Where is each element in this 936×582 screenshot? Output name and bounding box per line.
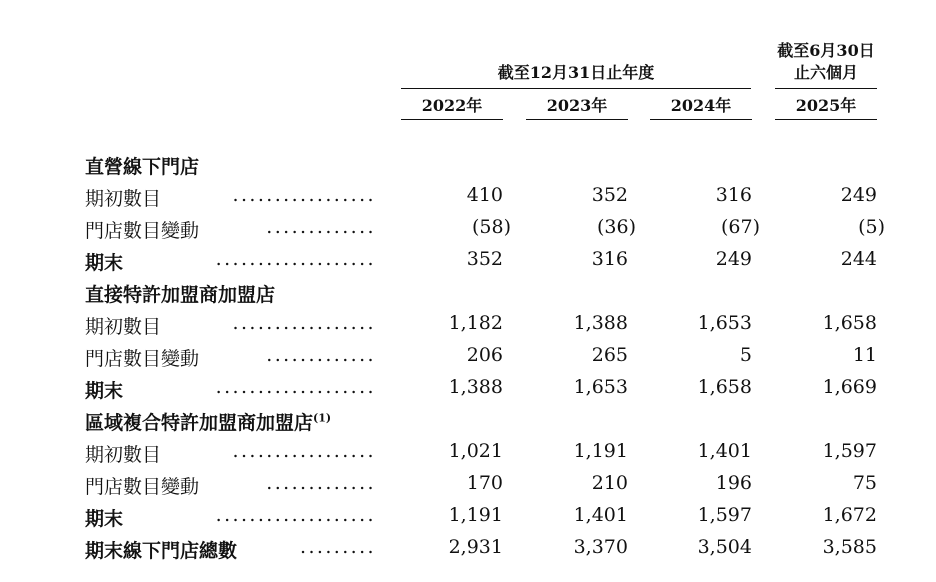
dot-leader: ...................	[215, 376, 376, 398]
section-title-text: 區域複合特許加盟商加盟店	[85, 412, 314, 434]
cell-value: 1,191	[573, 440, 628, 462]
cell-value: 75	[852, 472, 877, 494]
table-row	[0, 244, 936, 276]
section-heading	[0, 148, 936, 180]
six-month-header-rule	[775, 88, 877, 89]
section-title	[85, 280, 275, 307]
dot-leader: .................	[232, 440, 376, 462]
cell-value: (5)	[858, 216, 885, 238]
cell-value: 1,658	[697, 376, 752, 398]
year-rule-2025	[775, 119, 877, 120]
dot-leader: ...................	[215, 248, 376, 270]
row-label: 門店數目變動	[85, 476, 200, 498]
cell-value: 1,191	[448, 504, 503, 526]
six-month-header-line1: 截至6月30日	[777, 41, 875, 60]
six-month-header	[775, 40, 877, 84]
cell-value: 1,597	[822, 440, 877, 462]
table-row	[0, 372, 936, 404]
year-rule-2023	[526, 119, 628, 120]
cell-value: 249	[840, 184, 877, 206]
cell-value: 1,653	[697, 312, 752, 334]
cell-value: 196	[715, 472, 752, 494]
section-title-text: 直接特許加盟商加盟店	[85, 284, 276, 306]
cell-value: (36)	[596, 216, 636, 238]
dot-leader: .................	[232, 184, 376, 206]
row-label: 期末線下門店總數	[85, 540, 238, 562]
section-title-text: 直營線下門店	[85, 156, 200, 178]
section-title	[85, 152, 199, 179]
cell-value: 5	[739, 344, 752, 366]
cell-value: 206	[466, 344, 503, 366]
table-row	[0, 532, 936, 564]
cell-value: 410	[466, 184, 503, 206]
dot-leader: .................	[232, 312, 376, 334]
row-label: 期末	[85, 252, 124, 274]
cell-value: 1,653	[573, 376, 628, 398]
cell-value: 1,021	[448, 440, 503, 462]
row-label: 門店數目變動	[85, 348, 200, 370]
dot-leader: .............	[266, 216, 376, 238]
table-row	[0, 212, 936, 244]
dot-leader: .............	[266, 472, 376, 494]
cell-value: 316	[591, 248, 628, 270]
row-label: 門店數目變動	[85, 220, 200, 242]
section-heading	[0, 404, 936, 436]
year-header-2025: 2025年	[795, 96, 857, 115]
cell-value: 249	[715, 248, 752, 270]
table-row	[0, 340, 936, 372]
cell-value: 1,658	[822, 312, 877, 334]
six-month-header-line2: 止六個月	[793, 63, 858, 82]
group-header-rule	[401, 88, 751, 89]
year-rule-2024	[650, 119, 752, 120]
cell-value: 3,370	[573, 536, 628, 558]
section-title	[85, 408, 331, 435]
table-row	[0, 468, 936, 500]
cell-value: 2,931	[448, 536, 503, 558]
cell-value: 11	[852, 344, 877, 366]
cell-value: 316	[715, 184, 752, 206]
cell-value: 352	[466, 248, 503, 270]
cell-value: 1,388	[573, 312, 628, 334]
year-rule-2022	[401, 119, 503, 120]
table-row	[0, 308, 936, 340]
cell-value: 1,669	[822, 376, 877, 398]
table-row	[0, 180, 936, 212]
section-heading	[0, 276, 936, 308]
cell-value: 1,597	[697, 504, 752, 526]
cell-value: 352	[591, 184, 628, 206]
cell-value: 1,672	[822, 504, 877, 526]
dot-leader: ...................	[215, 504, 376, 526]
row-label: 期初數目	[85, 316, 162, 338]
table-row	[0, 436, 936, 468]
cell-value: 1,182	[448, 312, 503, 334]
row-label: 期末	[85, 508, 124, 530]
cell-value: (67)	[720, 216, 760, 238]
footnote-marker: (1)	[313, 411, 332, 425]
cell-value: 3,585	[822, 536, 877, 558]
cell-value: 170	[466, 472, 503, 494]
table-row	[0, 500, 936, 532]
cell-value: 1,388	[448, 376, 503, 398]
dot-leader: .........	[300, 536, 376, 558]
cell-value: 265	[591, 344, 628, 366]
cell-value: 210	[591, 472, 628, 494]
cell-value: (58)	[471, 216, 511, 238]
year-header-2024: 2024年	[670, 96, 732, 115]
year-end-group-header: 截至12月31日止年度	[497, 63, 655, 82]
row-label: 期初數目	[85, 188, 162, 210]
dot-leader: .............	[266, 344, 376, 366]
cell-value: 3,504	[697, 536, 752, 558]
year-header-2022: 2022年	[421, 96, 483, 115]
cell-value: 1,401	[697, 440, 752, 462]
year-header-2023: 2023年	[546, 96, 608, 115]
row-label: 期末	[85, 380, 124, 402]
cell-value: 1,401	[573, 504, 628, 526]
cell-value: 244	[840, 248, 877, 270]
row-label: 期初數目	[85, 444, 162, 466]
